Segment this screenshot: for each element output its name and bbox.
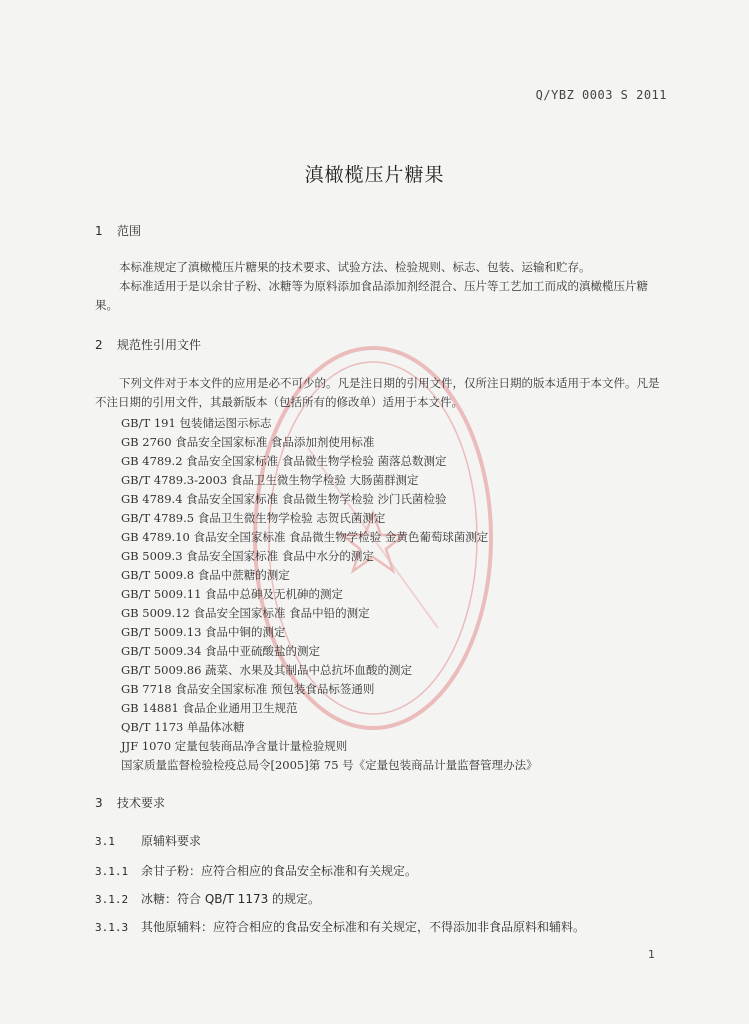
section-heading-references (95, 336, 201, 353)
list-item: QB/T 1173 单晶体冰糖 (121, 720, 245, 734)
clause-text: 余甘子粉：应符合相应的食品安全标准和有关规定。 (141, 864, 418, 878)
page-number: 1 (648, 948, 655, 961)
list-item: GB/T 4789.5 食品卫生微生物学检验 志贺氏菌测定 (121, 511, 386, 525)
list-item: GB 4789.4 食品安全国家标准 食品微生物学检验 沙门氏菌检验 (121, 492, 447, 506)
section-heading-scope (95, 222, 141, 239)
clause-number: 3.1.1 (95, 865, 129, 878)
subsection-raw-materials (95, 832, 201, 849)
clause-text: 冰糖：符合 QB/T 1173 的规定。 (141, 892, 321, 906)
list-item: GB/T 5009.34 食品中亚硫酸盐的测定 (121, 644, 321, 658)
list-item: GB 4789.2 食品安全国家标准 食品微生物学检验 菌落总数测定 (121, 454, 447, 468)
list-item: GB/T 5009.86 蔬菜、水果及其制品中总抗坏血酸的测定 (121, 663, 413, 677)
clause-text: 其他原辅料：应符合相应的食品安全标准和有关规定，不得添加非食品原料和辅料。 (141, 920, 586, 934)
list-item: GB/T 5009.13 食品中铜的测定 (121, 625, 286, 639)
reference-list (121, 414, 538, 775)
clause-3-1-2 (95, 890, 320, 907)
list-item: GB 5009.3 食品安全国家标准 食品中水分的测定 (121, 549, 374, 563)
section-number: 3 (95, 796, 103, 810)
clause-number: 3.1.2 (95, 893, 129, 906)
list-item: GB 7718 食品安全国家标准 预包装食品标签通则 (121, 682, 375, 696)
clause-number: 3.1.3 (95, 921, 129, 934)
section-title: 规范性引用文件 (117, 338, 202, 352)
list-item: GB/T 5009.11 食品中总砷及无机砷的测定 (121, 587, 344, 601)
scope-paragraph-2: 本标准适用于是以余甘子粉、冰糖等为原料添加食品添加剂经混合、压片等工艺加工而成的滇橄榄压片糖果。 (95, 279, 648, 312)
list-item: GB 2760 食品安全国家标准 食品添加剂使用标准 (121, 435, 375, 449)
scope-paragraph-1: 本标准规定了滇橄榄压片糖果的技术要求、试验方法、检验规则、标志、包装、运输和贮存。 (119, 260, 591, 274)
list-item: GB 4789.10 食品安全国家标准 食品微生物学检验 金黄色葡萄球菌测定 (121, 530, 489, 544)
standard-code: Q/YBZ 0003 S 2011 (535, 88, 667, 102)
list-item: GB/T 4789.3-2003 食品卫生微生物学检验 大肠菌群测定 (121, 473, 419, 487)
section-title: 范围 (117, 224, 142, 238)
clause-3-1-3 (95, 918, 585, 935)
subsection-title: 原辅料要求 (141, 834, 202, 848)
clause-3-1-1 (95, 862, 417, 879)
section-number: 2 (95, 338, 103, 352)
section-title: 技术要求 (117, 796, 166, 810)
section-number: 1 (95, 224, 103, 238)
list-item: GB 14881 食品企业通用卫生规范 (121, 701, 298, 715)
references-intro: 下列文件对于本文件的应用是必不可少的。凡是注日期的引用文件，仅所注日期的版本适用于本文件。凡是不注日期的引用文件，其最新版本（包括所有的修改单）适用于本文件。 (95, 376, 660, 409)
list-item: GB/T 191 包装储运图示标志 (121, 416, 272, 430)
page-title: 滇橄榄压片糖果 (304, 164, 445, 186)
list-item: 国家质量监督检验检疫总局令[2005]第 75 号《定量包装商品计量监督管理办法》 (121, 758, 538, 772)
list-item: GB 5009.12 食品安全国家标准 食品中铅的测定 (121, 606, 370, 620)
list-item: GB/T 5009.8 食品中蔗糖的测定 (121, 568, 290, 582)
list-item: JJF 1070 定量包装商品净含量计量检验规则 (121, 739, 348, 753)
subsection-number: 3.1 (95, 835, 115, 848)
section-heading-technical-requirements (95, 794, 165, 811)
